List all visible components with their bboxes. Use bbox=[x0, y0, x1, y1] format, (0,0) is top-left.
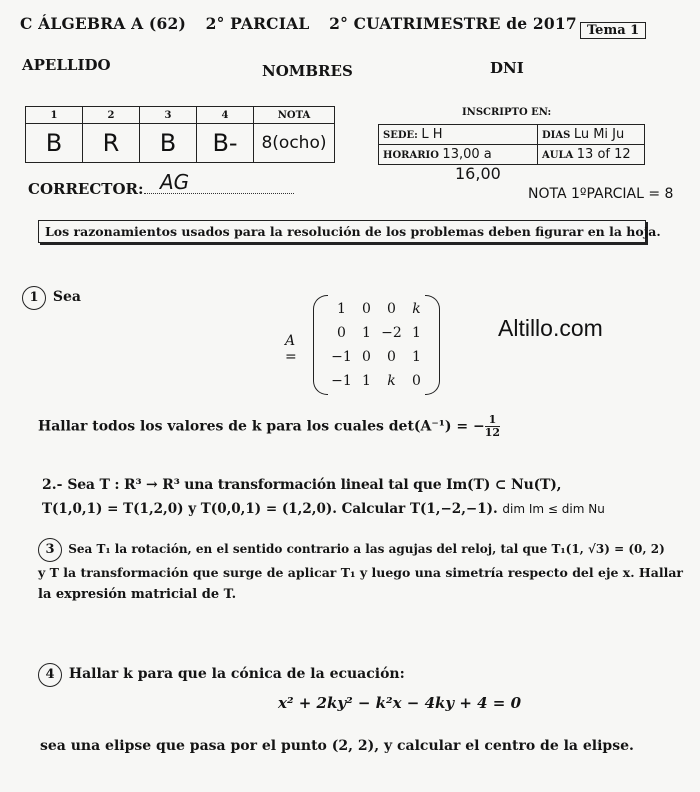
problem-3-text-2: y T la transformación que surge de aplicar T₁ y luego una simetría respecto del eje x. Hallar bbox=[38, 565, 684, 580]
problem-2 bbox=[42, 473, 682, 521]
term-title: 2° CUATRIMESTRE de 2017 bbox=[329, 14, 577, 33]
problem-3-text-3: la expresión matricial de T. bbox=[38, 586, 237, 602]
matrix-entry: −1 bbox=[331, 373, 352, 389]
topic-badge: Tema 1 bbox=[580, 22, 646, 39]
surname-label: APELLIDO bbox=[22, 56, 111, 74]
matrix-entry: k bbox=[387, 373, 396, 389]
dias-value: Lu Mi Ju bbox=[573, 127, 625, 142]
matrix-entry: 0 bbox=[387, 349, 396, 365]
problem-4-text-1: Hallar k para que la cónica de la ecuación: bbox=[68, 666, 405, 682]
matrix-entry: −2 bbox=[381, 325, 402, 341]
matrix-entries bbox=[329, 299, 429, 391]
grade-header: 1 bbox=[26, 107, 83, 124]
matrix-entry: k bbox=[412, 301, 421, 317]
sede-label: SEDE: bbox=[383, 130, 418, 141]
corrector-signature: AG bbox=[160, 170, 190, 194]
matrix-entry: 1 bbox=[412, 349, 421, 365]
matrix-left-paren bbox=[313, 295, 328, 395]
previous-grade-note: NOTA 1ºPARCIAL = 8 bbox=[528, 186, 674, 202]
matrix-entry: 1 bbox=[337, 301, 346, 317]
fraction-numerator: 1 bbox=[485, 414, 500, 427]
dias-label: DIAS bbox=[542, 130, 571, 141]
horario-label: HORARIO bbox=[383, 150, 439, 161]
problem-3-text-1: Sea T₁ la rotación, en el sentido contrario a las agujas del reloj, tal que T₁(1, √3) = (0, 2) bbox=[68, 542, 665, 556]
problem-1-number: 1 bbox=[22, 286, 46, 310]
matrix-entry: 0 bbox=[412, 373, 421, 389]
horario-value-end: 16,00 bbox=[455, 164, 501, 183]
problem-2-number: 2.- bbox=[42, 477, 63, 493]
grade-header: 2 bbox=[83, 107, 140, 124]
grades-table bbox=[25, 106, 335, 163]
matrix-entry: −1 bbox=[331, 349, 352, 365]
matrix-right-paren bbox=[425, 295, 440, 395]
matrix-entry: 1 bbox=[362, 325, 371, 341]
matrix-entry: 0 bbox=[337, 325, 346, 341]
names-label: NOMBRES bbox=[262, 62, 353, 80]
corrector-label: CORRECTOR: bbox=[28, 180, 144, 198]
problem-2-text-1: Sea T : R³ → R³ una transformación lineal tal que Im(T) ⊂ Nu(T), bbox=[67, 477, 562, 493]
matrix-entry: 1 bbox=[412, 325, 421, 341]
grade-header: 3 bbox=[140, 107, 197, 124]
matrix-entry: 1 bbox=[362, 373, 371, 389]
fraction-denominator: 12 bbox=[484, 426, 501, 440]
problem-1-statement bbox=[38, 414, 500, 439]
problem-1-text: Hallar todos los valores de k para los cuales det(A⁻¹) = − bbox=[38, 418, 485, 435]
matrix-entry: 0 bbox=[362, 349, 371, 365]
aula-label: AULA bbox=[542, 150, 574, 161]
grade-value: R bbox=[83, 124, 140, 163]
grade-header: NOTA bbox=[254, 107, 335, 124]
problem-4-number: 4 bbox=[38, 663, 62, 687]
sede-value: L H bbox=[421, 127, 443, 142]
grade-header: 4 bbox=[197, 107, 254, 124]
horario-value: 13,00 a bbox=[442, 147, 492, 162]
enrollment-title: INSCRIPTO EN: bbox=[462, 107, 552, 118]
problem-3 bbox=[38, 538, 688, 607]
exam-title: 2° PARCIAL bbox=[205, 14, 310, 33]
problem-3-line-1 bbox=[38, 538, 688, 562]
problem-4-text-2: sea una elipse que pasa por el punto (2, 2), y calcular el centro de la elipse. bbox=[40, 738, 634, 754]
problem-2-line-1 bbox=[42, 473, 682, 498]
course-title: C ÁLGEBRA A (62) bbox=[20, 14, 186, 33]
matrix-entry: 0 bbox=[387, 301, 396, 317]
problem-4-lead bbox=[38, 662, 405, 687]
problem-2-line-2 bbox=[42, 498, 682, 522]
fraction bbox=[485, 414, 500, 439]
matrix-label: A = bbox=[285, 333, 297, 365]
final-grade: 8(ocho) bbox=[254, 124, 335, 163]
problem-3-number: 3 bbox=[38, 538, 62, 562]
problem-2-handwritten-note: dim Im ≤ dim Nu bbox=[502, 501, 605, 516]
exam-header bbox=[20, 14, 591, 33]
aula-value: 13 of 12 bbox=[576, 147, 631, 162]
grade-value: B bbox=[140, 124, 197, 163]
problem-1-sea: Sea bbox=[52, 289, 81, 305]
matrix-entry: 0 bbox=[362, 301, 371, 317]
grade-value: B- bbox=[197, 124, 254, 163]
grade-value: B bbox=[26, 124, 83, 163]
watermark: Altillo.com bbox=[498, 315, 603, 341]
conic-equation: x² + 2ky² − k²x − 4ky + 4 = 0 bbox=[278, 694, 522, 712]
problem-2-text-2: T(1,0,1) = T(1,2,0) y T(0,0,1) = (1,2,0). Calcular T(1,−2,−1). bbox=[42, 500, 498, 517]
enrollment-table bbox=[378, 124, 645, 165]
problem-1-lead bbox=[22, 285, 81, 310]
instructions-notice: Los razonamientos usados para la resolución de los problemas deben figurar en la hoja. bbox=[38, 220, 646, 243]
id-label: DNI bbox=[490, 59, 524, 77]
